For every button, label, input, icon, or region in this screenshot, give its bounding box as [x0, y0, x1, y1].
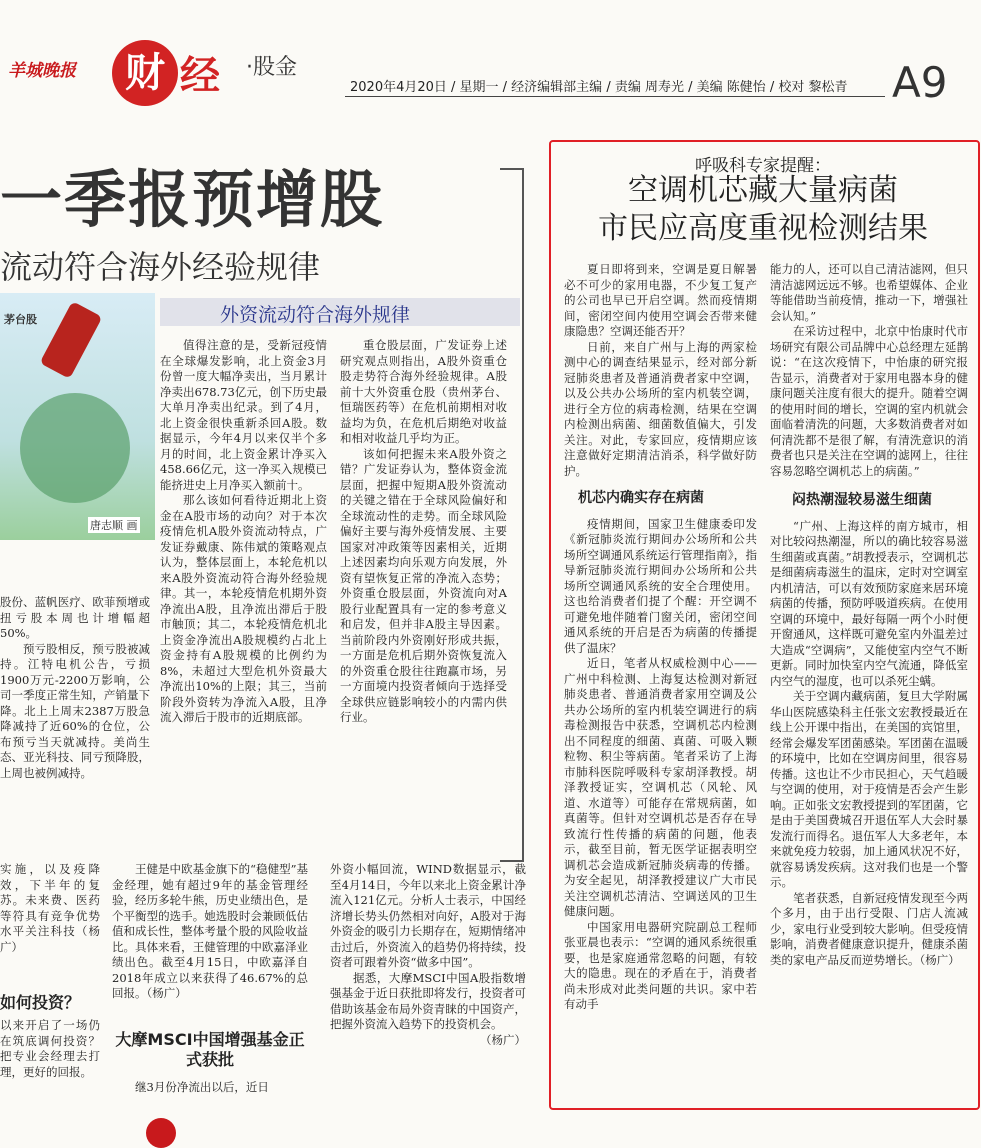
liquor-bottle-drawing: [40, 301, 103, 379]
paragraph: 继3月份净流出以后，近日: [135, 1080, 269, 1094]
headline-line-2: 市民应高度重视检测结果: [598, 211, 928, 246]
article-column-b: [340, 338, 507, 726]
illustration-credit: 唐志顺 画: [90, 519, 138, 532]
bottom-column-3: [330, 862, 526, 1048]
decorative-circle: [146, 1118, 176, 1148]
paragraph: 预亏股相反，预亏股被减持。江特电机公告，亏损1900万元-2200万影响，公司一季度正常生知，产销量下降。北上上周末2387万股急降减持了近60%的仓位，公布预亏当天就减持。美尚生态、亚光科技、同亏预降股，上周也被例减持。: [0, 641, 150, 780]
bottom-headline-1: 如何投资？: [0, 993, 81, 1012]
headline-line-1: 空调机芯藏大量病菌: [628, 173, 898, 208]
paragraph: 据悉，大摩MSCI中国A股指数增强基金于近日获批即将发行，投资者可借助该基金布局外资青睐的中国资产，把握外资流入趋势下的投资机会。: [330, 970, 526, 1031]
byline: （杨广）: [480, 1032, 526, 1047]
paragraph: 外资小幅回流，WIND数据显示，截至4月14日，今年以来北上资金累计净流入121亿元。分析人士表示，中国经济增长势头仍然相对向好，A股对于海外资金的吸引力长期存在，短期情绪冲击过后，外资流入的趋势仍将持续，投资者可跟着外资“做多中国”。: [330, 862, 526, 969]
bottom-column-2: [112, 862, 308, 1002]
paragraph: 王健是中欧基金旗下的“稳健型”基金经理，她有超过9年的基金管理经验，经历多轮牛熊，历史业绩出色，是个平衡型的选手。她选股时会兼顾低估值和成长性，整体考量个股的风险收益比。具体来看，王健管理的中欧嘉泽业绩出色。截至4月15日，中欧嘉泽自2018年成立以来获得了46.67%的总回报。（杨广）: [112, 862, 308, 1000]
paragraph: 那么该如何看待近期北上资金在A股市场的动向？对于本次疫情危机A股外资流动特点，广发证券戴康、陈伟斌的策略观点认为，整体层面上，本轮危机以来A股外资流动符合海外经验规律。其一，本轮疫情危机期外资净流出A股，且净流出滞后于股市触顶；其二，本轮疫情危机北上资金净流出A股规模约占北上资金持有A股规模的比例约为8%，未超过大型危机外资最大净流出10%的上限；其三，当前阶段外资转为净流入A股，且净流入滞后于股市的近期底部。: [160, 493, 327, 724]
article-headline: [553, 172, 973, 248]
cartoon-illustration: [0, 293, 155, 540]
paragraph: 日前，来自广州与上海的两家检测中心的调查结果显示，经对部分新冠肺炎患者及普通消费者家中空调，以及公共办公场所的室内机装空调，进行全方位的病毒检测，结果在空调内检测出病菌、细菌数值偏大，引发关注。对此，专家回应，疫情期应该注意做好定期清洁消杀，科学做好防护。: [564, 339, 757, 478]
paragraph: 重仓股层面，广发证券上述研究观点则指出，A股外资重仓股走势符合海外经验规律。A股前十大外资重仓股（贵州茅台、恒瑞医药等）在危机前期相对收益均为负，在危机后期绝对收益和相对收益几乎均为正。: [340, 338, 507, 445]
bottom-column-1-tail: [0, 1018, 100, 1080]
issue-info: 2020年4月20日 / 星期一 / 经济编辑部主编 / 责编 周寿光 / 美编 陈健怡 / 校对 黎松青: [350, 80, 848, 95]
paragraph: “广州、上海这样的南方城市，相对比较闷热潮湿，所以的确比较容易滋生细菌或真菌。”胡教授表示，空调机芯是细菌病毒滋生的温床，定时对空调室内机清洁，可以有效预防家庭来居环境病菌的传播，预防呼吸道疾病。在使用空调的环境中，最好每隔一两个小时便开窗通风，这样既可避免室内外温差过大造成“空调病”，又能使室内空气不断更新。同时加快室内空气流通，降低室内空气的湿度，也可以杀死尘螨。: [770, 518, 968, 688]
article-subheading-1: 机芯内确实存在病菌: [578, 490, 704, 506]
newspaper-logo: 羊城晚报: [8, 61, 76, 81]
paragraph: 股份、蓝帆医疗、欧菲预增或扭亏股本周也计增幅超50%。: [0, 595, 150, 640]
paragraph: 关于空调内藏病菌，复旦大学附属华山医院感染科主任张文宏教授最近在线上公开课中指出，在美国的宾馆里，经常会爆发军团菌感染。军团菌在温暖的环境中，比如在空调房间里，很容易传播。这也让不少市民担心，天气趋暖与空调的使用，对于疫情是否会产生影响。正如张文宏教授提到的军团菌，它是由于美国费城召开退伍军人大会时暴发流行而得名。退伍军人大多老年，本来就免疫力较弱，加上通风状况不好，就容易诱发疾病。这对我们也是一个警示。: [770, 689, 968, 889]
article-kicker: 呼吸科专家提醒：: [695, 156, 831, 176]
paragraph: 近日，笔者从权威检测中心——广州中科检测、上海复达检测对新冠肺炎患者、普通消费者家用空调及公共办公场所的室内机装空调进行的病毒检测报告中获悉，空调机芯内检测出不同程度的细菌、真菌、可吸入颗粒物、积尘等病菌。笔者采访了上海市肺科医院呼吸科专家胡泽教授。胡泽教授证实，空调机芯（风轮、风道、水道等）可能存在常规病菌，如真菌等。但针对空调机芯是否存在导致流行性传播的病菌的问题，他表示，截至目前，暂无医学证据表明空调机芯会造成新冠肺炎病毒的传播。为安全起见，胡泽教授建议广大市民关注空调机芯清洁、空调送风的卫生健康问题。: [564, 656, 757, 918]
paragraph: 中国家用电器研究院副总工程师张亚晨也表示：“空调的通风系统很重要，也是家庭通常忽略的问题，有较大的隐患。现在的矛盾在于，消费者尚未形成对此类问题的共识。家中若有动手: [564, 919, 757, 1011]
paragraph: 疫情期间，国家卫生健康委印发《新冠肺炎流行期间办公场所和公共场所空调通风系统运行管理指南》，指导新冠肺炎流行期间办公场所和公共场所空调通风系统的安全合理使用。这也给消费者们提了个醒：开空调不可避免地伴随着门窗关闭，密闭空间通风系统的开启是否为病菌的传播提供了温床？: [564, 516, 757, 655]
paragraph: 实施，以及疫降效，下半年的复苏。未来费、医药等符具有竞争优势水平关注科技（杨广）: [0, 862, 100, 954]
paragraph: 该如何把握未来A股外资之错？广发证券认为，整体资金流层面，把握中短期A股外资流动的关键之错在于全球风险偏好和全球流动性的走势。而全球风险偏好主要与海外疫情发展、主要国家对冲政策等因素相关，近期上述因素均向乐观方向发展，外资有望恢复正常的净流入态势；外资重仓股层面，外资流向对A股行业配置具有一定的参考意义和启发，但并非A股主导因素。当前阶段内外资刚好形成共振，一方面是危机后期外资恢复流入的外资重仓股往往跑赢市场，另一方面境内投资者倾向于选择受全球供应链影响较小的内需内供行业。: [340, 446, 507, 724]
header-rule: [345, 96, 885, 97]
illustration-label: 茅台股: [4, 313, 37, 326]
bottom-column-2-tail: [112, 1080, 308, 1096]
bottom-column-1: [0, 862, 100, 955]
paragraph: 夏日即将到来，空调是夏日解暑必不可少的家用电器，不少复工复产的公司也早已开启空调。然而疫情期间，密闭空间内使用空调会否带来健康隐患？空调还能否开？: [564, 262, 757, 338]
paragraph: 在采访过程中，北京中怡康时代市场研究有限公司品牌中心总经理左延鹊说：“在这次疫情下，中怡康的研究报告显示，消费者对于家用电器本身的健康问题关注度有很大的提升。随着空调的使用时间的增长，空调的室内机就会面临着清洗的问题，大多数消费者对如何清洗都不是很了解，有清洗意识的消费者也只是关注在空调的滤网上，往往容易忽略空调机芯上的病菌。”: [770, 324, 968, 478]
main-headline: 一季报预增股: [0, 163, 385, 236]
section-mark: 财: [112, 40, 178, 106]
section-banner-title: 外资流动符合海外规律: [220, 304, 411, 326]
article-subheading-2: 闷热潮湿较易滋生细菌: [792, 492, 932, 508]
paragraph: 以来开启了一场仍在筑底调何投资？把专业会经理去打理，更好的回报。: [0, 1018, 100, 1079]
article-column-a: [160, 338, 327, 726]
cartoon-figure: [20, 393, 130, 503]
article-column-left: [0, 595, 150, 781]
paragraph: 能力的人，还可以自己清洁滤网，但只清洁滤网远远不够。也希望媒体、企业等能借助当前疫情，推动一下，增强社会认知。”: [770, 262, 968, 323]
section-name: ·股金: [246, 55, 297, 80]
bottom-headline-2: 大摩MSCI中国增强基金正式获批: [115, 1030, 305, 1069]
main-subheadline: 流动符合海外经验规律: [0, 248, 321, 286]
right-column-2: [770, 262, 968, 968]
right-column-1: [564, 262, 757, 1013]
section-word: 经: [180, 53, 220, 99]
paragraph: 值得注意的是，受新冠疫情在全球爆发影响，北上资金3月份曾一度大幅净卖出，当月累计净卖出678.73亿元，创下历史最大单月净卖出纪录。到了4月，北上资金很快重新杀回A股。数据显示，今年4月以来仅半个多月的时间，北上资金累计净买入458.66亿元，这一净买入规模已能挤进史上月净买入额前十。: [160, 338, 327, 492]
page-number: A9: [892, 58, 948, 107]
paragraph: 笔者获悉，自新冠疫情发现至今两个多月，由于出行受限、门店人流减少，家电行业受到较大影响。但受疫情影响，消费者健康意识提升，健康杀菌类的家电产品反而逆势增长。（杨广）: [770, 890, 968, 967]
